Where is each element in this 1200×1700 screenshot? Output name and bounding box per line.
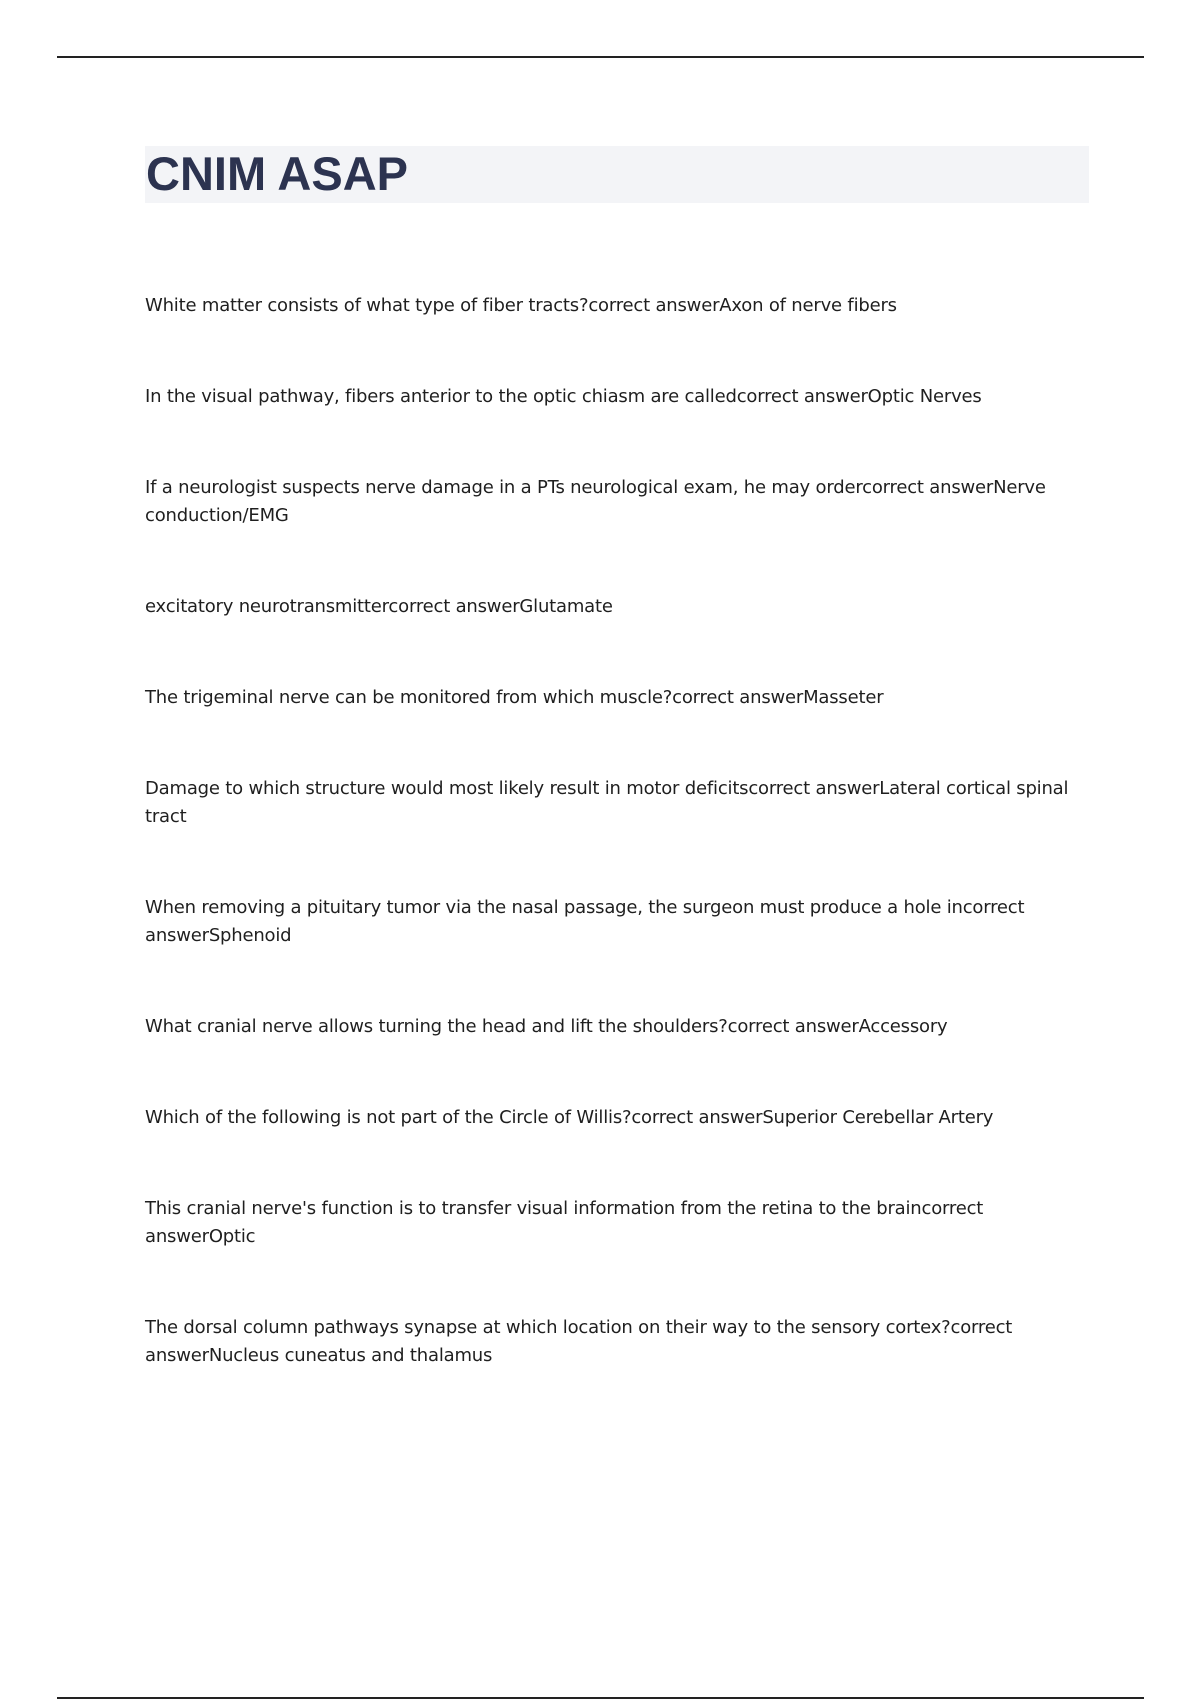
- qa-item: The trigeminal nerve can be monitored from which muscle?correct answerMasseter: [145, 687, 884, 708]
- qa-item: White matter consists of what type of fiber tracts?correct answerAxon of nerve fibers: [145, 295, 897, 316]
- qa-item: The dorsal column pathways synapse at which location on their way to the sensory cortex?correct answerNucleus cuneatus and thalamus: [145, 1317, 1013, 1366]
- qa-item: This cranial nerve's function is to transfer visual information from the retina to the braincorrect answerOptic: [145, 1198, 984, 1247]
- bottom-rule: [57, 1697, 1144, 1699]
- qa-list: [145, 292, 1090, 1370]
- qa-item: If a neurologist suspects nerve damage in a PTs neurological exam, he may ordercorrect answerNerve conduction/EMG: [145, 477, 1046, 526]
- qa-item: Damage to which structure would most likely result in motor deficitscorrect answerLateral cortical spinal tract: [145, 778, 1069, 827]
- qa-item: Which of the following is not part of the Circle of Willis?correct answerSuperior Cerebellar Artery: [145, 1107, 994, 1128]
- qa-item: In the visual pathway, fibers anterior to the optic chiasm are calledcorrect answerOptic Nerves: [145, 386, 982, 407]
- qa-item: What cranial nerve allows turning the head and lift the shoulders?correct answerAccessory: [145, 1016, 948, 1037]
- qa-item: When removing a pituitary tumor via the nasal passage, the surgeon must produce a hole incorrect answerSphenoid: [145, 897, 1025, 946]
- page-title: CNIM ASAP: [146, 147, 408, 200]
- top-rule: [57, 56, 1144, 58]
- qa-item: excitatory neurotransmittercorrect answerGlutamate: [145, 596, 613, 617]
